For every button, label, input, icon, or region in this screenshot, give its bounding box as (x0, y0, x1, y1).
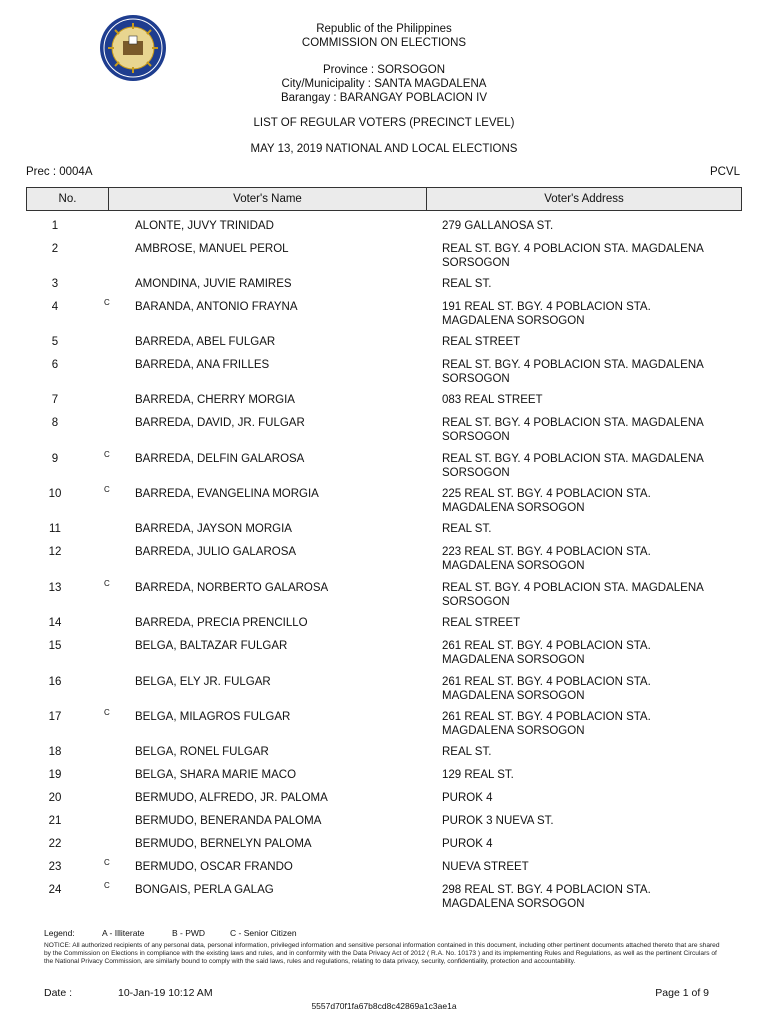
voter-address (442, 522, 742, 536)
voter-number: 24 (48, 884, 62, 896)
voter-address-line: REAL STREET (442, 336, 521, 348)
voter-number: 5 (51, 336, 59, 348)
voter-number: 13 (48, 582, 62, 594)
voter-address (442, 883, 742, 911)
voter-name: BERMUDO, BENERANDA PALOMA (135, 815, 322, 827)
voter-address-line: 083 REAL STREET (442, 394, 543, 406)
voter-address-line: REAL ST. (442, 746, 492, 758)
voter-category-mark: C (104, 708, 110, 717)
voter-address (442, 616, 742, 630)
voter-name: BELGA, MILAGROS FULGAR (135, 711, 291, 723)
voter-category-mark: C (104, 858, 110, 867)
header-city: City/Municipality : SANTA MAGDALENA (281, 78, 487, 90)
column-header-no: No. (27, 188, 109, 210)
voter-address-line: REAL ST. BGY. 4 POBLACION STA. MAGDALENA (442, 582, 704, 594)
header-barangay: Barangay : BARANGAY POBLACION IV (280, 92, 488, 104)
header-republic (0, 22, 768, 50)
voter-address-line: PUROK 3 NUEVA ST. (442, 815, 554, 827)
page-number: Page 1 of 9 (655, 987, 709, 999)
voter-address (442, 768, 742, 782)
voter-address-line: PUROK 4 (442, 792, 493, 804)
voter-number: 3 (51, 278, 59, 290)
voter-address-line: 261 REAL ST. BGY. 4 POBLACION STA. (442, 640, 651, 652)
voter-category-mark: C (104, 881, 110, 890)
voter-address (442, 837, 742, 851)
document-hash: 5557d70f1fa67b8cd8c42869a1c3ae1a (311, 1001, 457, 1011)
voter-address (442, 277, 742, 291)
voter-address (442, 416, 742, 444)
voter-number: 15 (48, 640, 62, 652)
voter-number: 10 (48, 488, 62, 500)
voter-name: BERMUDO, BERNELYN PALOMA (135, 838, 312, 850)
voter-number: 12 (48, 546, 62, 558)
voter-address-line: SORSOGON (442, 373, 510, 385)
voter-address (442, 487, 742, 515)
voter-address-line: REAL ST. BGY. 4 POBLACION STA. MAGDALENA (442, 417, 704, 429)
voter-number: 22 (48, 838, 62, 850)
legend-c: C - Senior Citizen (230, 928, 297, 938)
voter-name: BARREDA, DELFIN GALAROSA (135, 453, 305, 465)
voter-category-mark: C (104, 579, 110, 588)
voter-name: BELGA, SHARA MARIE MACO (135, 769, 297, 781)
voter-address (442, 219, 742, 233)
voter-name: BELGA, RONEL FULGAR (135, 746, 269, 758)
legend-b: B - PWD (172, 928, 206, 938)
voter-address (442, 452, 742, 480)
voter-address-line: MAGDALENA SORSOGON (442, 898, 585, 910)
voter-number: 9 (51, 453, 59, 465)
voter-address (442, 335, 742, 349)
voter-number: 18 (48, 746, 62, 758)
voter-address-line: 225 REAL ST. BGY. 4 POBLACION STA. (442, 488, 651, 500)
voter-name: BARREDA, JAYSON MORGIA (135, 523, 292, 535)
voter-address-line: SORSOGON (442, 257, 510, 269)
voter-address-line: MAGDALENA SORSOGON (442, 654, 585, 666)
voter-category-mark: C (104, 298, 110, 307)
election-title: MAY 13, 2019 NATIONAL AND LOCAL ELECTIONS (250, 143, 518, 155)
voter-name: BELGA, ELY JR. FULGAR (135, 676, 271, 688)
voter-address-line: REAL STREET (442, 617, 521, 629)
voter-address-line: NUEVA STREET (442, 861, 529, 873)
voter-number: 14 (48, 617, 62, 629)
voter-number: 7 (51, 394, 59, 406)
list-code: PCVL (709, 166, 740, 178)
voter-name: AMBROSE, MANUEL PEROL (135, 243, 289, 255)
voter-number: 6 (51, 359, 59, 371)
voter-address-line: 129 REAL ST. (442, 769, 514, 781)
voter-number: 4 (51, 301, 59, 313)
voter-address (442, 675, 742, 703)
legend (44, 928, 297, 938)
voter-name: BERMUDO, OSCAR FRANDO (135, 861, 293, 873)
column-header-address: Voter's Address (544, 193, 624, 205)
voter-name: BARREDA, EVANGELINA MORGIA (135, 488, 319, 500)
voter-number: 1 (51, 220, 59, 232)
voter-address (442, 814, 742, 828)
voter-address (442, 581, 742, 609)
privacy-notice: NOTICE: All authorized recipients of any personal data, personal information, privileged information and sensitive personal information contained in this document, including other pertinent documents attached thereto that are shared by the Commission on Elections in compliance with the existing laws and rules, and in conformity with the Data Privacy Act of 2012 ( R.A. No. 10173 ) and its implementing Rules and Regulations, as well as the pertinent Circulars of the National Privacy Commission, are similarly bound to comply with the said laws, rules and regulations, relating to data privacy, security, confidentiality, protection and accountability. (44, 942, 720, 965)
voter-address-line: 279 GALLANOSA ST. (442, 220, 554, 232)
voter-address-line: MAGDALENA SORSOGON (442, 315, 585, 327)
voter-name: BARREDA, ABEL FULGAR (135, 336, 276, 348)
voter-name: BARREDA, PRECIA PRENCILLO (135, 617, 308, 629)
voter-address (442, 393, 742, 407)
voter-number: 16 (48, 676, 62, 688)
header-line2: COMMISSION ON ELECTIONS (301, 37, 467, 49)
voter-address (442, 791, 742, 805)
voter-address-line: REAL ST. (442, 523, 492, 535)
voter-address (442, 300, 742, 328)
voter-name: AMONDINA, JUVIE RAMIRES (135, 278, 292, 290)
header-location (0, 63, 768, 105)
voter-address-line: MAGDALENA SORSOGON (442, 690, 585, 702)
voter-address (442, 358, 742, 386)
voter-name: BERMUDO, ALFREDO, JR. PALOMA (135, 792, 328, 804)
voter-name: BARANDA, ANTONIO FRAYNA (135, 301, 298, 313)
voter-name: BARREDA, NORBERTO GALAROSA (135, 582, 329, 594)
voter-address-line: 223 REAL ST. BGY. 4 POBLACION STA. (442, 546, 651, 558)
voter-name: BARREDA, JULIO GALAROSA (135, 546, 297, 558)
document-title: LIST OF REGULAR VOTERS (PRECINCT LEVEL) (253, 117, 515, 129)
voter-address-line: REAL ST. (442, 278, 492, 290)
voter-address (442, 860, 742, 874)
header-province: Province : SORSOGON (322, 64, 446, 76)
voter-number: 17 (48, 711, 62, 723)
voter-address-line: REAL ST. BGY. 4 POBLACION STA. MAGDALENA (442, 453, 704, 465)
column-header-name: Voter's Name (109, 188, 427, 210)
voter-name: BARREDA, CHERRY MORGIA (135, 394, 295, 406)
voter-name: BARREDA, ANA FRILLES (135, 359, 270, 371)
voter-address (442, 545, 742, 573)
voter-address-line: MAGDALENA SORSOGON (442, 502, 585, 514)
voter-address-line: SORSOGON (442, 596, 510, 608)
voter-number: 23 (48, 861, 62, 873)
legend-a: A - Illiterate (102, 928, 145, 938)
voter-address-line: MAGDALENA SORSOGON (442, 725, 585, 737)
header-line1: Republic of the Philippines (316, 23, 452, 35)
voter-number: 11 (49, 523, 61, 535)
voter-address-line: 261 REAL ST. BGY. 4 POBLACION STA. (442, 676, 651, 688)
date-label: Date : (44, 987, 73, 999)
voter-category-mark: C (104, 450, 110, 459)
voter-category-mark: C (104, 485, 110, 494)
voter-number: 2 (51, 243, 59, 255)
voter-address-line: MAGDALENA SORSOGON (442, 560, 585, 572)
voter-address-line: SORSOGON (442, 467, 510, 479)
voter-address-line: PUROK 4 (442, 838, 493, 850)
table-header (26, 187, 742, 211)
voter-number: 21 (48, 815, 62, 827)
voter-address-line: SORSOGON (442, 431, 510, 443)
voter-number: 20 (48, 792, 62, 804)
voter-name: BARREDA, DAVID, JR. FULGAR (135, 417, 305, 429)
precinct-label: Prec : 0004A (26, 166, 93, 178)
legend-label: Legend: (44, 928, 75, 938)
voter-address-line: REAL ST. BGY. 4 POBLACION STA. MAGDALENA (442, 359, 704, 371)
voter-number: 8 (51, 417, 59, 429)
voter-address-line: 191 REAL ST. BGY. 4 POBLACION STA. (442, 301, 651, 313)
voter-number: 19 (48, 769, 62, 781)
voter-address-line: REAL ST. BGY. 4 POBLACION STA. MAGDALENA (442, 243, 704, 255)
voter-address (442, 242, 742, 270)
date-value: 10-Jan-19 10:12 AM (118, 987, 213, 999)
voter-address-line: 261 REAL ST. BGY. 4 POBLACION STA. (442, 711, 651, 723)
voter-address (442, 710, 742, 738)
voter-name: BONGAIS, PERLA GALAG (135, 884, 274, 896)
voter-name: BELGA, BALTAZAR FULGAR (135, 640, 288, 652)
voter-address-line: 298 REAL ST. BGY. 4 POBLACION STA. (442, 884, 651, 896)
voter-address (442, 639, 742, 667)
voter-name: ALONTE, JUVY TRINIDAD (135, 220, 274, 232)
voters-table (26, 187, 742, 910)
voter-address (442, 745, 742, 759)
